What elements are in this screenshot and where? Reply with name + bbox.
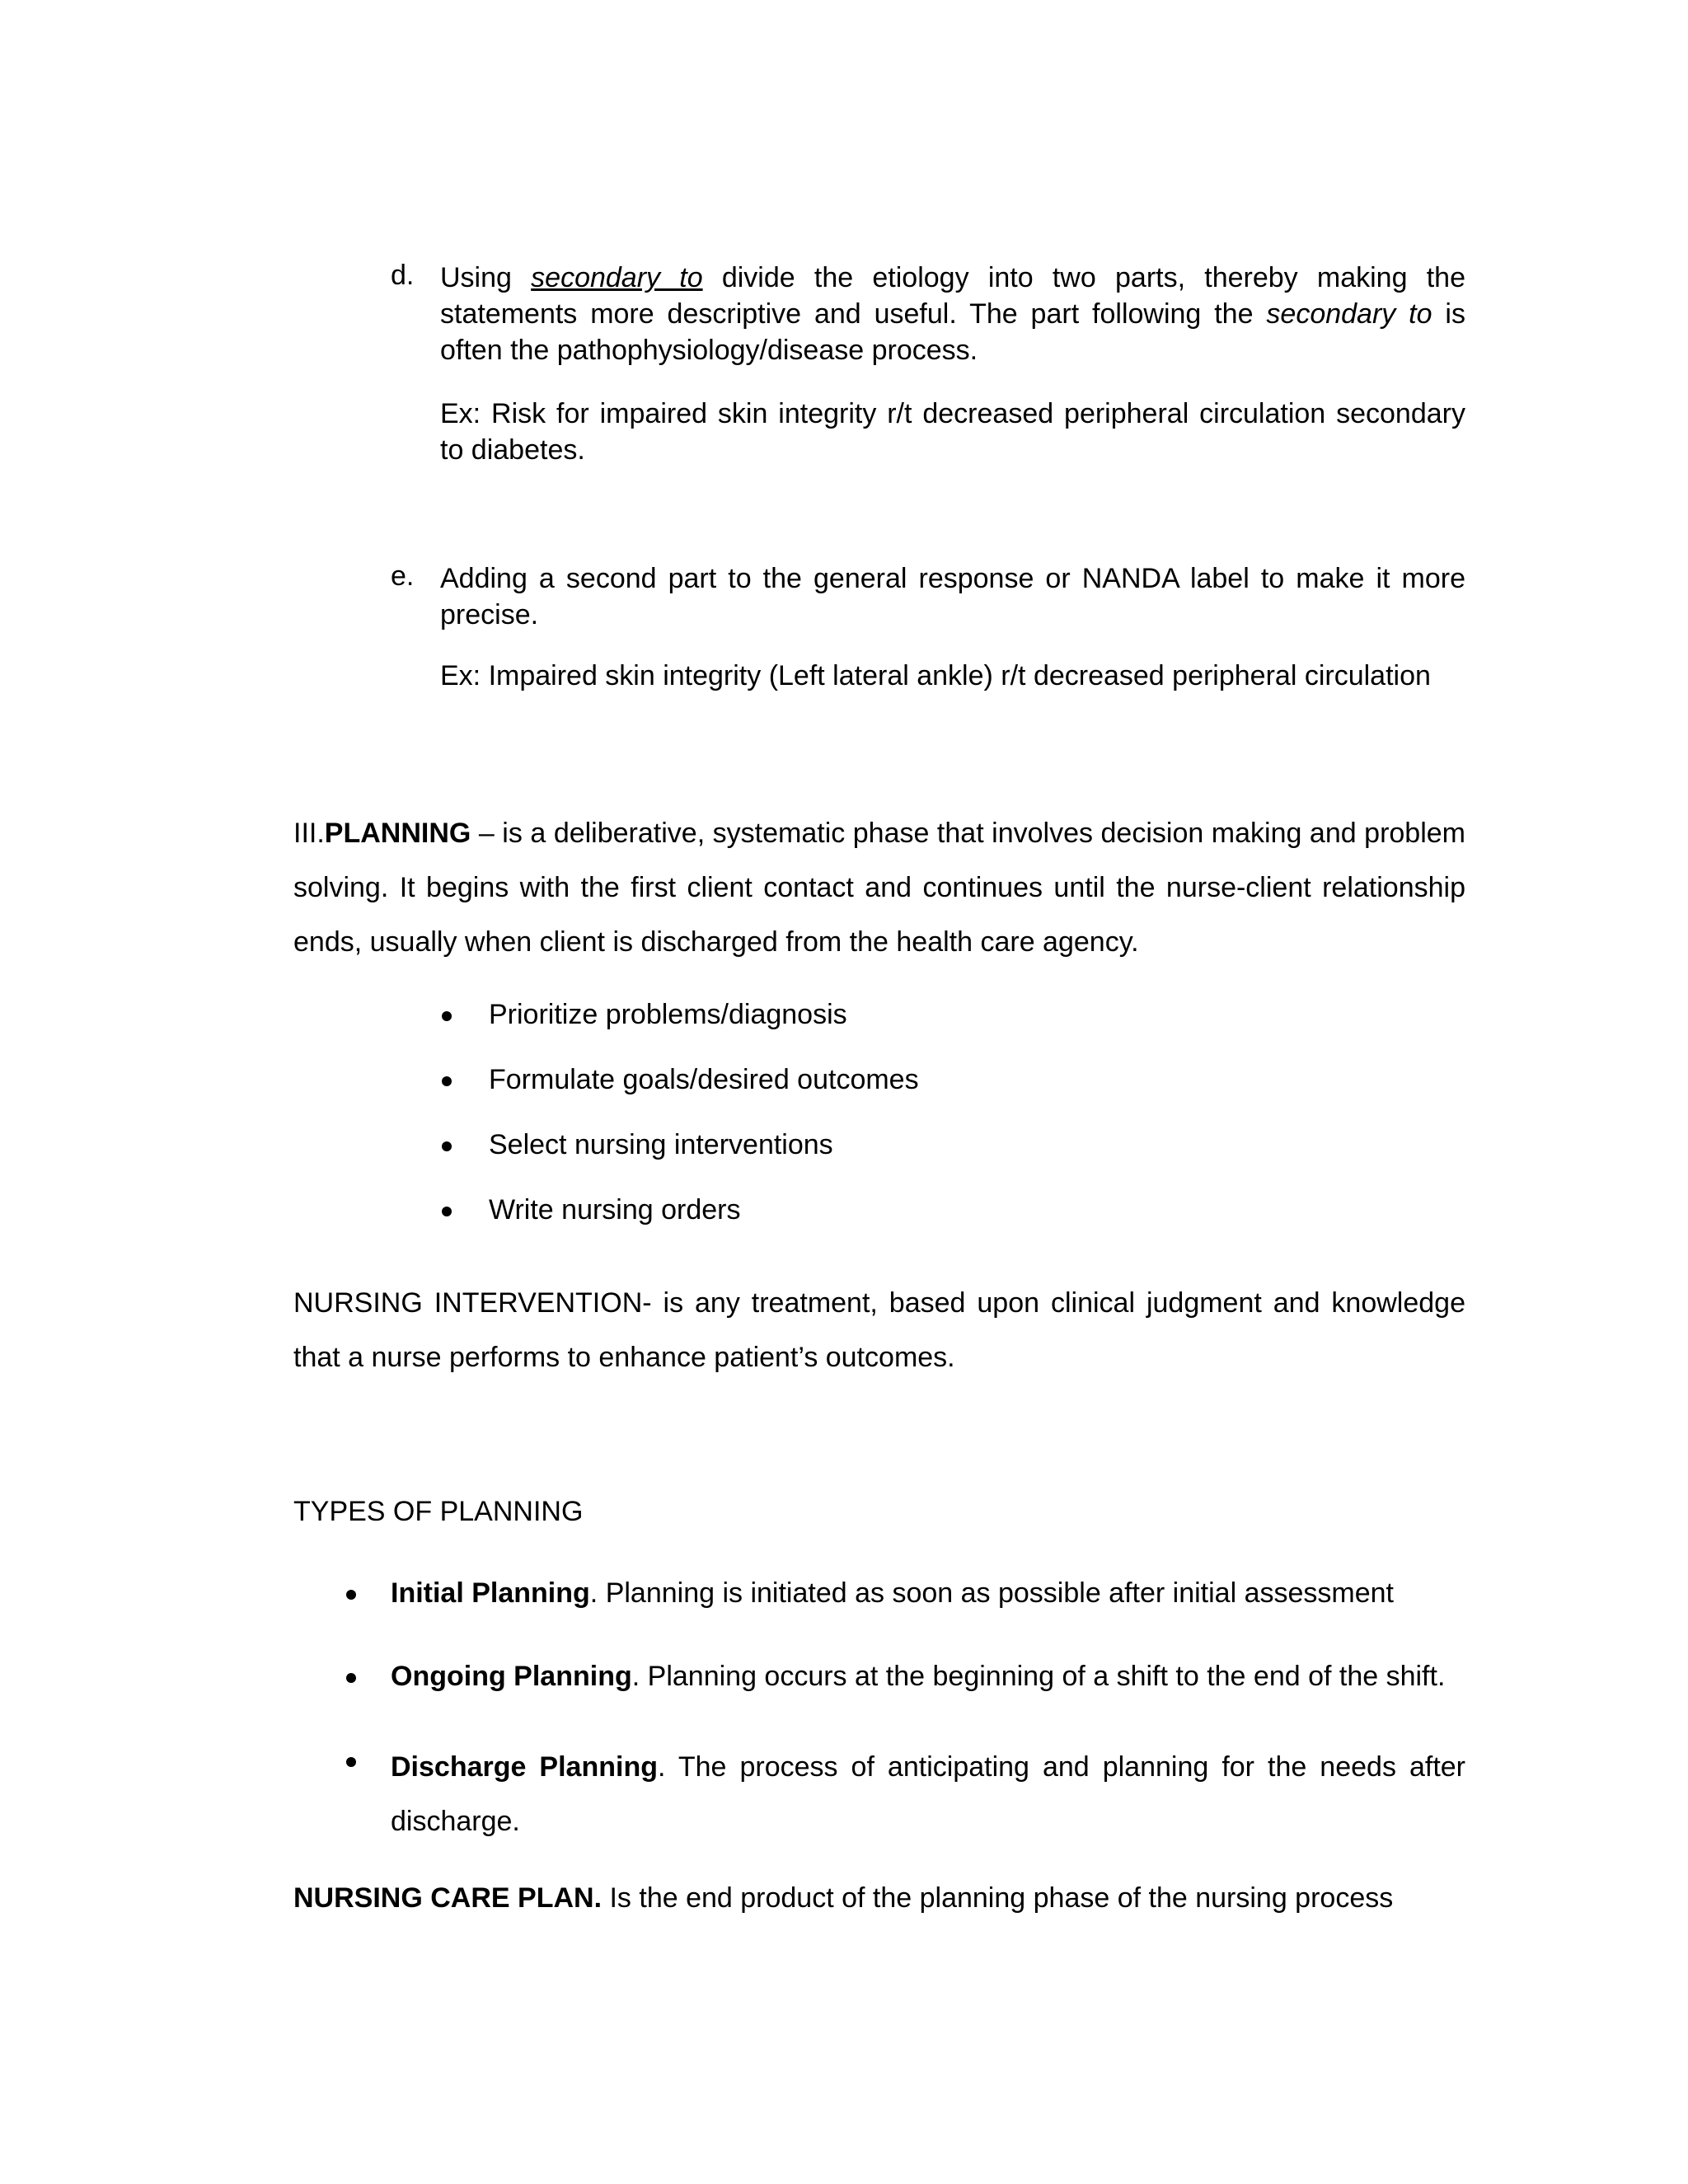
bullet-icon [442,1141,452,1151]
example-text: Ex: Impaired skin integrity (Left lateral ankle) r/t decreased peripheral circulation [440,660,1431,691]
bullet-icon [346,1757,356,1767]
nursing-care-plan-paragraph: NURSING CARE PLAN. Is the end product of the planning phase of the nursing process [293,1882,1394,1914]
list-item: Discharge Planning. The process of anticipating and planning for the needs after discharge. [391,1751,1466,1837]
term: Ongoing Planning [391,1661,632,1692]
nursing-intervention-paragraph: NURSING INTERVENTION- is any treatment, based upon clinical judgment and knowledge that a nurse performs to enhance patient’s outcomes. [293,1287,1465,1373]
list-item: Prioritize problems/diagnosis [489,999,847,1030]
types-of-planning-heading: TYPES OF PLANNING [293,1496,584,1527]
bullet-icon [442,1011,452,1021]
list-item: Ongoing Planning. Planning occurs at the beginning of a shift to the end of the shift. [391,1661,1446,1692]
list-marker: e. [391,560,415,592]
list-item: Formulate goals/desired outcomes [489,1064,919,1095]
bullet-icon [346,1673,356,1683]
emphasis-term: secondary to [1266,298,1432,330]
list-marker: d. [391,260,415,291]
bullet-icon [442,1207,452,1216]
example-text: Ex: Risk for impaired skin integrity r/t decreased peripheral circulation secondary to diabetes. [440,398,1465,466]
list-item-text: Using secondary to divide the etiology into two parts, thereby making the statements more descriptive and useful. The part following the secondary to is often the pathophysiology/disease process. [440,262,1465,366]
list-item: Write nursing orders [489,1194,741,1226]
bullet-icon [442,1076,452,1086]
planning-paragraph: III.PLANNING – is a deliberative, systematic phase that involves decision making and problem solving. It begins with the first client contact and continues until the nurse-client relationship ends, usually when client is discharged from the health care agency. [293,818,1465,958]
section-heading: NURSING CARE PLAN. [293,1882,603,1914]
term: Discharge Planning [391,1751,658,1783]
section-heading: PLANNING [324,818,471,849]
list-item: Initial Planning. Planning is initiated as soon as possible after initial assessment [391,1577,1394,1609]
bullet-icon [346,1590,356,1600]
term: Initial Planning [391,1577,590,1609]
list-item-text: Adding a second part to the general response or NANDA label to make it more precise. [440,563,1465,630]
emphasis-term: secondary to [531,262,703,293]
list-item: Select nursing interventions [489,1129,833,1160]
